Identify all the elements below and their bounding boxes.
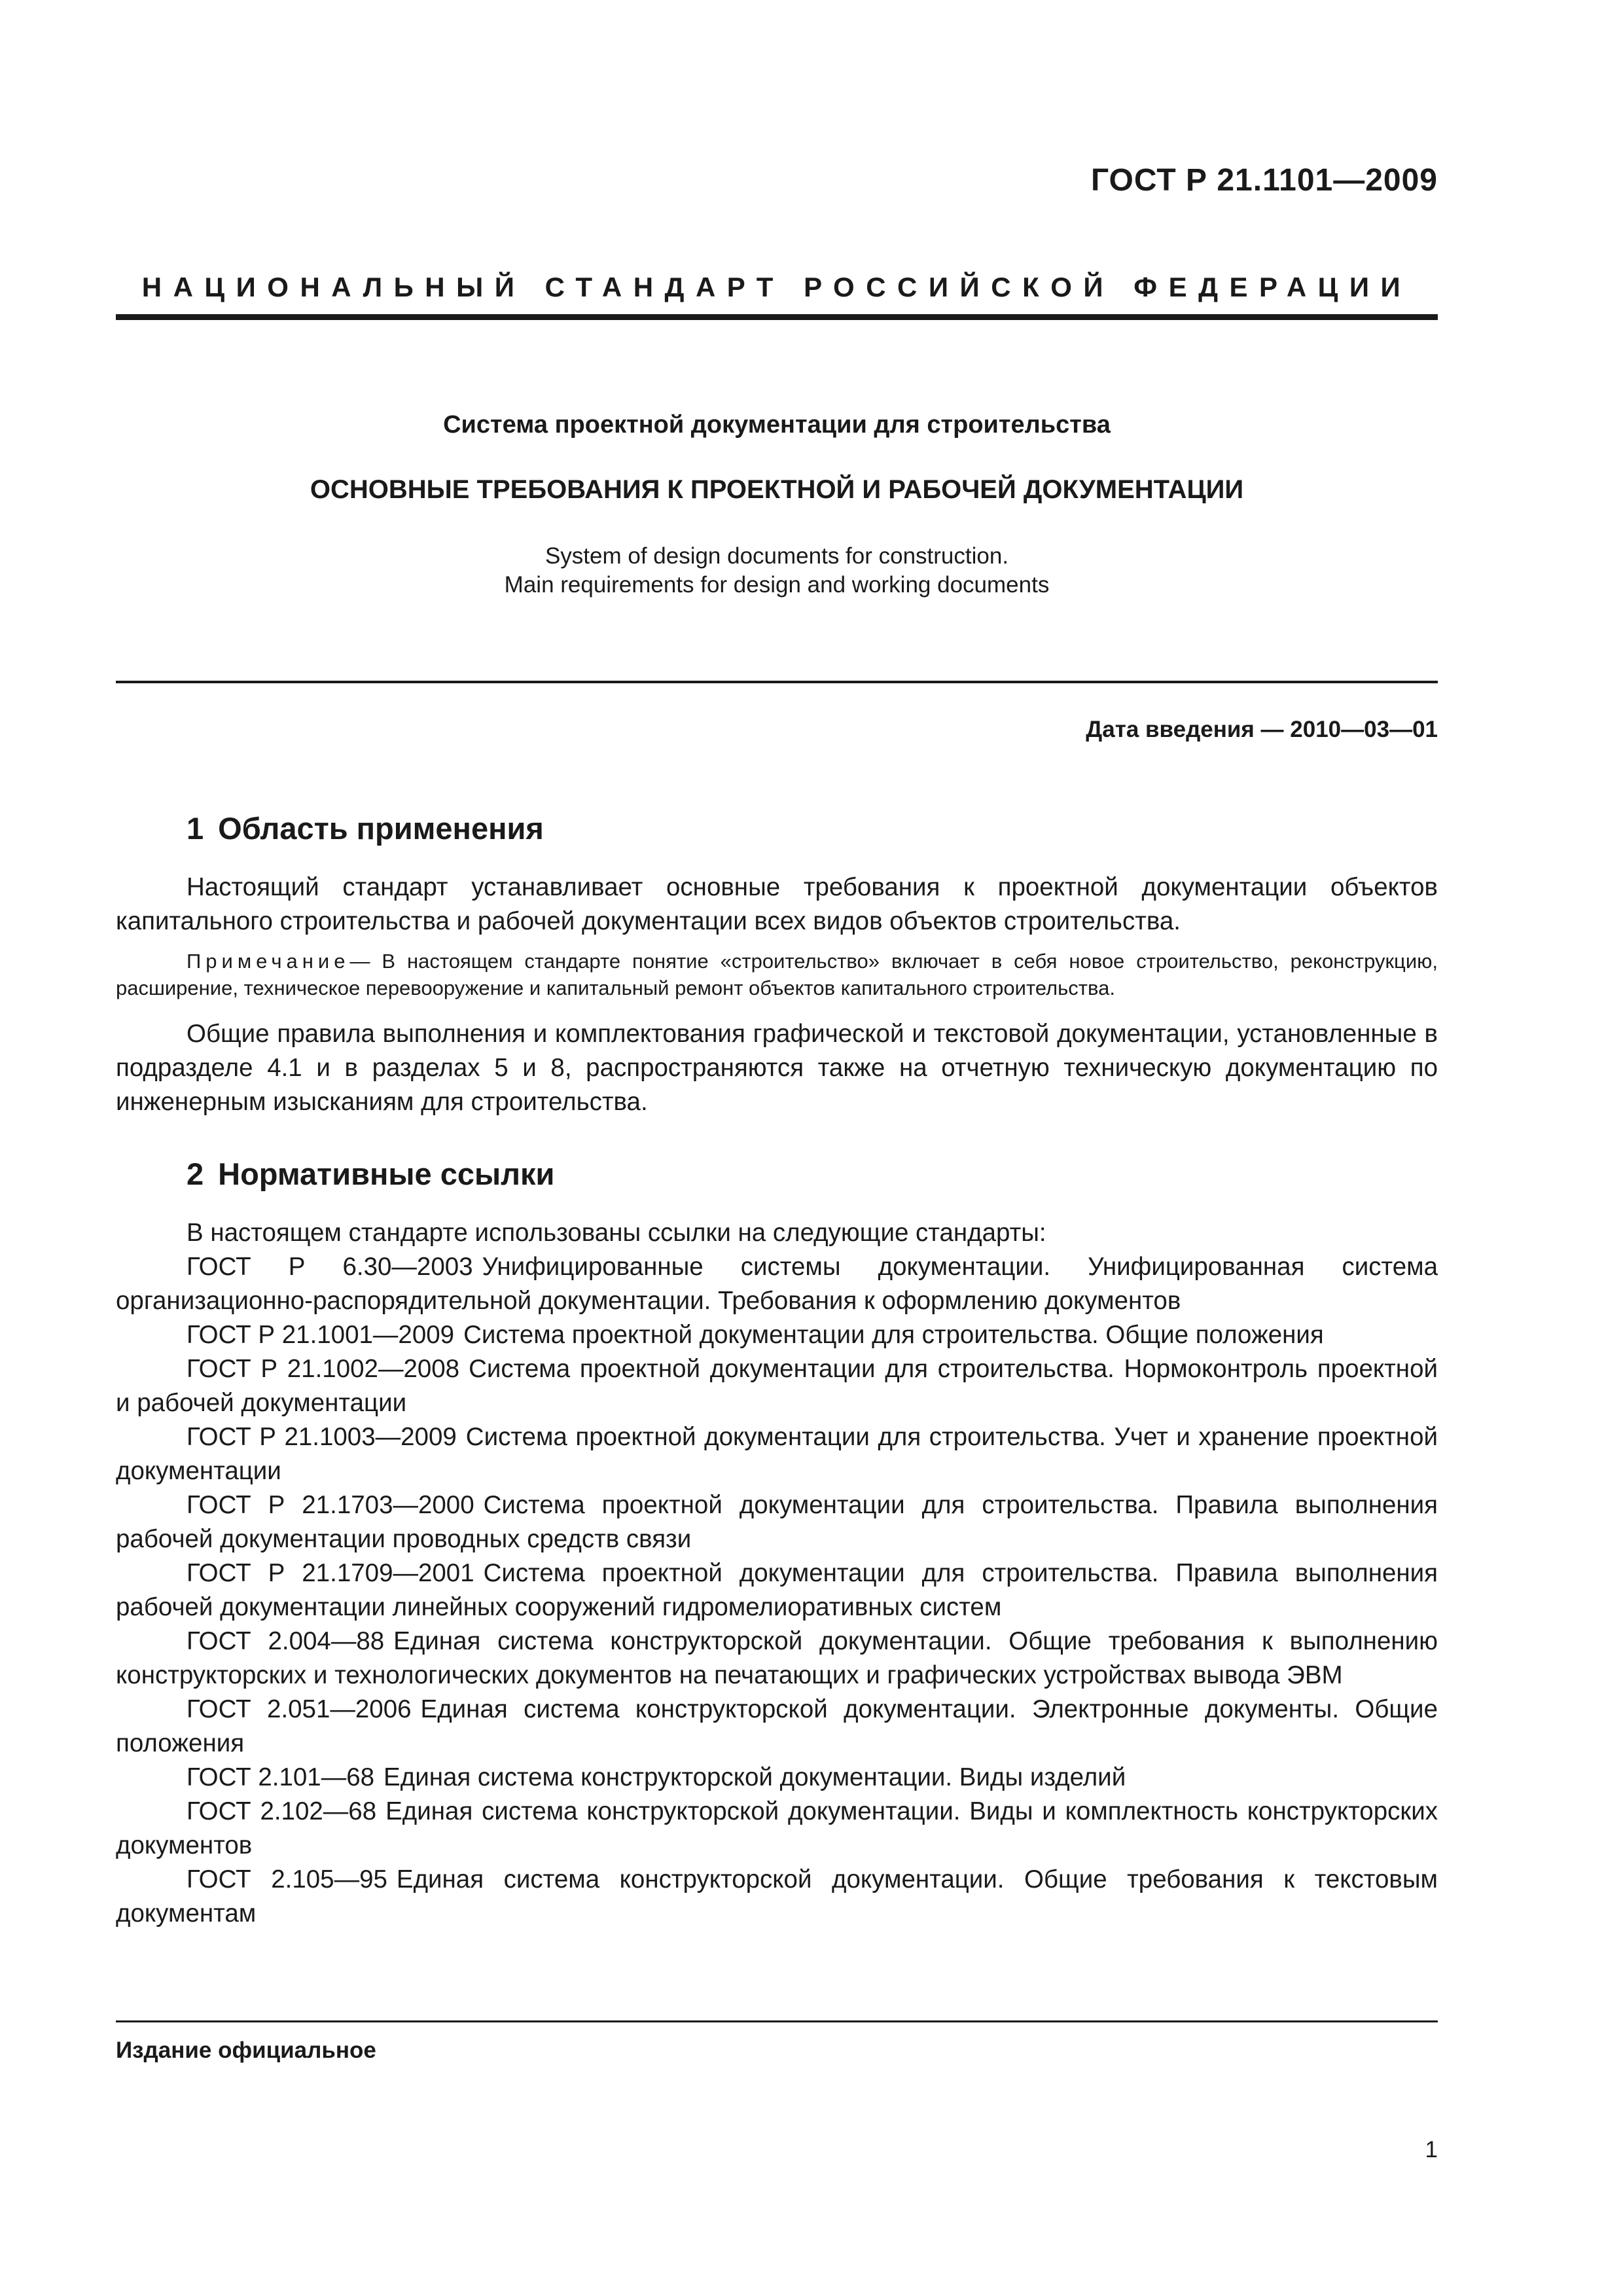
reference-code: ГОСТ 2.105—95 xyxy=(187,1865,387,1893)
section-1-heading xyxy=(187,812,1438,846)
reference-item xyxy=(116,1250,1438,1318)
section-1-number: 1 xyxy=(187,811,204,846)
section-2-title: Нормативные ссылки xyxy=(218,1157,555,1191)
reference-title: Система проектной документации для строительства. Учет и хранение проектной документации xyxy=(116,1423,1438,1485)
header-rule xyxy=(116,314,1438,320)
title-divider xyxy=(116,681,1438,683)
reference-item xyxy=(116,1488,1438,1556)
reference-item xyxy=(116,1863,1438,1931)
section-1-paragraph-1: Настоящий стандарт устанавливает основные требования к проектной документации объектов капитального строительства и рабочей документации всех видов объектов строительства. xyxy=(116,873,1438,935)
reference-title: Система проектной документации для строительства. Правила выполнения рабочей документации линейных сооружений гидромелиоративных систем xyxy=(116,1559,1438,1621)
official-edition-label: Издание официальное xyxy=(116,2037,376,2063)
reference-title: Система проектной документации для строительства. Общие положения xyxy=(463,1321,1324,1349)
reference-item xyxy=(116,1556,1438,1624)
reference-code: ГОСТ 2.101—68 xyxy=(187,1763,375,1791)
section-1-paragraph-2: Общие правила выполнения и комплектования графической и текстовой документации, установленные в подразделе 4.1 и в разделах 5 и 8, распространяются также на отчетную техническую документацию по инженерным изысканиям для строительства. xyxy=(116,1020,1438,1116)
english-title xyxy=(116,542,1438,600)
footer-divider xyxy=(116,2020,1438,2022)
english-title-line-1: System of design documents for construction. xyxy=(544,543,1009,569)
reference-title: Единая система конструкторской документации. Виды и комплектность конструкторских документов xyxy=(116,1797,1438,1859)
system-title: Система проектной документации для строительства xyxy=(443,411,1111,439)
reference-code: ГОСТ Р 6.30—2003 xyxy=(187,1253,473,1281)
english-title-line-2: Main requirements for design and working documents xyxy=(504,572,1050,598)
reference-code: ГОСТ Р 21.1003—2009 xyxy=(187,1423,457,1451)
section-2-number: 2 xyxy=(187,1157,204,1191)
section-1-note xyxy=(116,948,1438,1001)
reference-title: Единая система конструкторской документации. Электронные документы. Общие положения xyxy=(116,1695,1438,1757)
reference-code: ГОСТ Р 21.1001—2009 xyxy=(187,1321,455,1349)
page-number: 1 xyxy=(1425,2137,1438,2162)
standard-designation: ГОСТ Р 21.1101—2009 xyxy=(1090,163,1438,198)
reference-title: Единая система конструкторской документации. Общие требования к выполнению конструкторских и технологических документов на печатающих и графических устройствах вывода ЭВМ xyxy=(116,1627,1438,1689)
reference-title: Система проектной документации для строительства. Правила выполнения рабочей документации проводных средств связи xyxy=(116,1491,1438,1553)
section-2-intro: В настоящем стандарте использованы ссылки на следующие стандарты: xyxy=(187,1219,1046,1247)
reference-code: ГОСТ Р 21.1703—2000 xyxy=(187,1491,474,1519)
reference-code: ГОСТ Р 21.1709—2001 xyxy=(187,1559,474,1587)
document-body xyxy=(116,812,1438,1931)
note-text: — В настоящем стандарте понятие «строительство» включает в себя новое строительство, реконструкцию, расширение, техническое перевооружение и капитальный ремонт объектов капитального строительства. xyxy=(116,950,1438,999)
reference-item xyxy=(116,1693,1438,1761)
reference-code: ГОСТ 2.004—88 xyxy=(187,1627,385,1655)
reference-code: ГОСТ 2.102—68 xyxy=(187,1797,377,1825)
date-of-introduction: Дата введения — 2010—03—01 xyxy=(1086,717,1438,742)
reference-item xyxy=(116,1761,1438,1795)
reference-title: Унифицированные системы документации. Унифицированная система организационно-распорядительной документации. Требования к оформлению документов xyxy=(116,1253,1438,1315)
national-standard-banner: НАЦИОНАЛЬНЫЙ СТАНДАРТ РОССИЙСКОЙ ФЕДЕРАЦИИ xyxy=(141,272,1412,302)
main-title: ОСНОВНЫЕ ТРЕБОВАНИЯ К ПРОЕКТНОЙ И РАБОЧЕЙ ДОКУМЕНТАЦИИ xyxy=(310,475,1244,504)
reference-item xyxy=(116,1624,1438,1693)
reference-title: Единая система конструкторской документации. Виды изделий xyxy=(383,1763,1126,1791)
reference-item xyxy=(116,1318,1438,1352)
reference-code: ГОСТ 2.051—2006 xyxy=(187,1695,412,1723)
reference-title: Единая система конструкторской документации. Общие требования к текстовым документам xyxy=(116,1865,1438,1928)
section-2-heading xyxy=(187,1157,1438,1191)
reference-item xyxy=(116,1795,1438,1863)
section-1-title: Область применения xyxy=(218,811,544,846)
reference-title: Система проектной документации для строительства. Нормоконтроль проектной и рабочей документации xyxy=(116,1355,1438,1417)
reference-item xyxy=(116,1420,1438,1488)
note-label: Примечание xyxy=(187,950,350,973)
reference-code: ГОСТ Р 21.1002—2008 xyxy=(187,1355,460,1383)
reference-item xyxy=(116,1352,1438,1420)
